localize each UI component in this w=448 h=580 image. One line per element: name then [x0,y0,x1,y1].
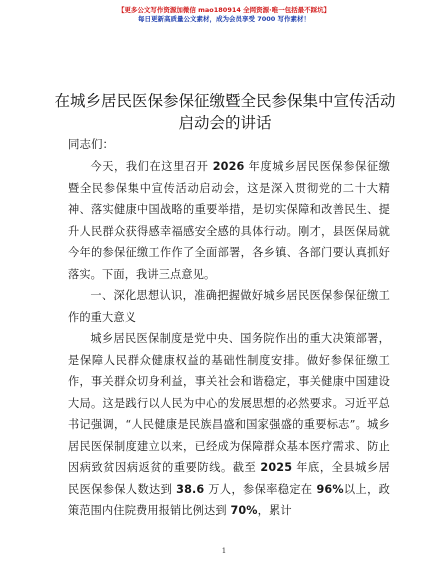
page-number: 1 [221,547,227,555]
body-paragraph [68,328,390,522]
body-text-run: 年底，全县城乡居民医保参保人数达到 [68,461,390,496]
body-text-run: 今天，我们在这里召开 [90,160,213,173]
body-text-run: 万人，参保率稳定在 [204,482,317,496]
document-title: 在城乡居民医保参保征缴暨全民参保集中宣传活动启动会的讲话 [54,92,396,132]
body-text-run: 一、深化思想认识，准确把握做好城乡居民医保参保征缴工作的重大意义 [68,289,390,324]
promo-banner [0,6,448,24]
body-number: 38.6 [176,482,205,496]
body-text-run: 年度城乡居民医保参保征缴暨全民参保集中宣传活动启动会，这是深入贯彻党的二十大精神、落实健康中国战略的重要举措，是切实保障和改善民生、提升人民群众获得感幸福感安全感的具体行动。刚才，县医保局就今年的参保征缴工作作了全面部署，各乡镇、各部门要认真抓好落实。下面，我讲三点意见。 [68,160,390,281]
promo-banner-line-2: 每日更新高质量公文素材，成为会员享受 7000 写作素材！ [137,15,311,23]
promo-banner-line-1: 【更多公文写作资源加微信 mao180914 全网资源·唯一包括最不踩坑】 [117,6,331,14]
body-number: 96% [316,482,344,496]
document-body [68,156,390,522]
body-text-run: 城乡居民医保制度是党中央、国务院作出的重大决策部署，是保障人民群众健康权益的基础性制度安排。做好参保征缴工作，事关群众切身利益，事关社会和谐稳定，事关健康中国建设大局。这是践行以人民为中心的发展思想的必然要求。习近平总书记强调，“人民健康是民族昌盛和国家强盛的重要标志”。城乡居民医保制度建立以来，已经成为保障群众基本医疗需求、防止因病致贫因病返贫的重要防线。截至 [68,332,390,474]
body-number: 2025 [260,461,293,474]
body-paragraph [68,156,390,285]
body-number: 70% [230,504,258,517]
body-paragraph [68,285,390,328]
salutation: 同志们： [68,137,114,151]
body-text-run: ，累计 [257,504,292,517]
body-number: 2026 [212,160,245,173]
body-text-run: 以上，政策范围内住院费用报销比例达到 [68,482,390,517]
